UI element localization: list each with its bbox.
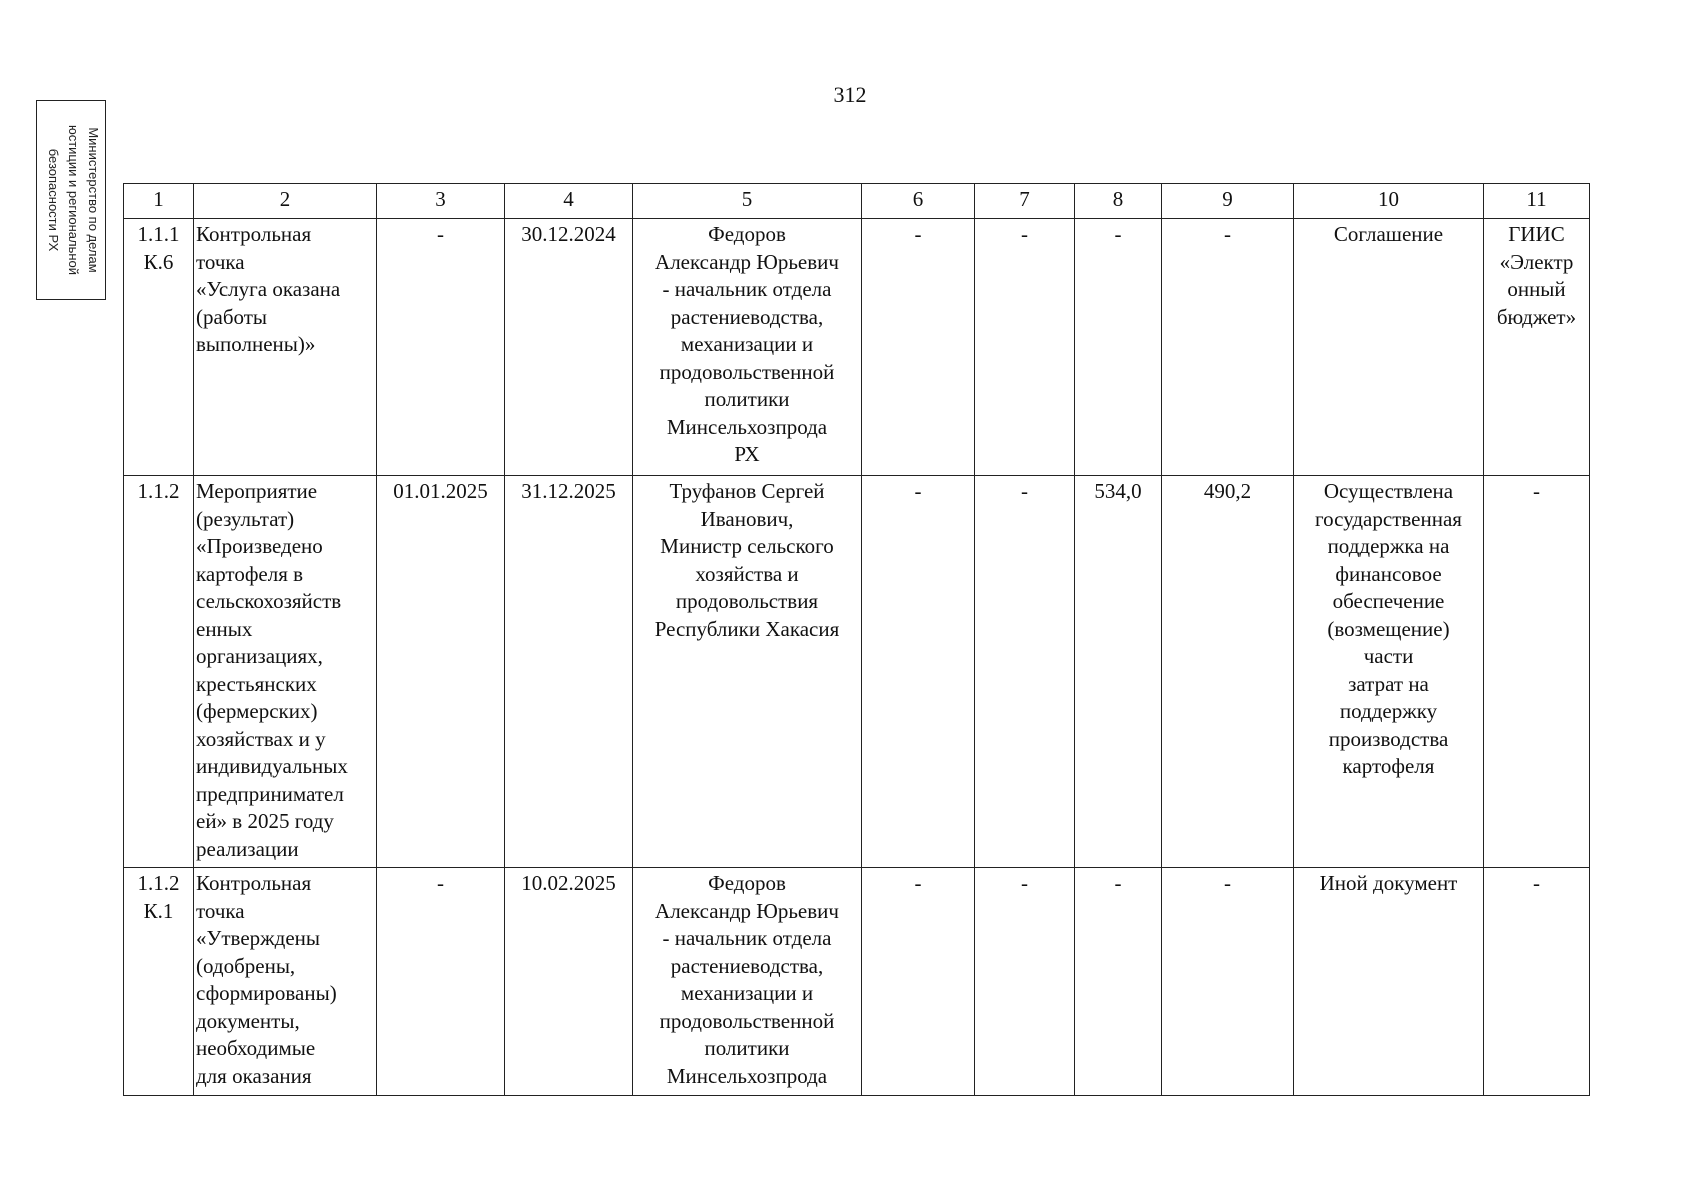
row-col9: - [1162, 219, 1294, 476]
stamp-line: безопасности РХ [46, 148, 61, 252]
column-header: 10 [1294, 184, 1484, 219]
row-name: Контрольная точка «Утверждены (одобрены, сформированы) документы, необходимые для оказания [194, 868, 377, 1096]
row-start-date: - [377, 868, 505, 1096]
row-col8: - [1075, 868, 1162, 1096]
row-number: 1.1.2 [124, 476, 194, 868]
registration-stamp-text [33, 100, 103, 300]
row-col7: - [975, 868, 1075, 1096]
column-header: 5 [633, 184, 862, 219]
column-header: 11 [1484, 184, 1590, 219]
row-responsible: Труфанов Сергей Иванович, Министр сельского хозяйства и продовольствия Республики Хакасия [633, 476, 862, 868]
table-row [124, 868, 1590, 1096]
row-col6: - [862, 219, 975, 476]
table-header-row [124, 184, 1590, 219]
table-row [124, 476, 1590, 868]
row-end-date: 31.12.2025 [505, 476, 633, 868]
row-name: Контрольная точка «Услуга оказана (работы выполнены)» [194, 219, 377, 476]
row-col10: Соглашение [1294, 219, 1484, 476]
column-header: 3 [377, 184, 505, 219]
plan-table [123, 183, 1590, 1096]
row-col10: Осуществлена государственная поддержка на финансовое обеспечение (возмещение) части затрат на поддержку производства картофеля [1294, 476, 1484, 868]
row-col10: Иной документ [1294, 868, 1484, 1096]
column-header: 1 [124, 184, 194, 219]
stamp-line: юстиции и региональной [66, 124, 81, 276]
row-col6: - [862, 476, 975, 868]
row-col9: - [1162, 868, 1294, 1096]
row-end-date: 10.02.2025 [505, 868, 633, 1096]
stamp-line: Министерство по делам [86, 127, 101, 273]
table-row [124, 219, 1590, 476]
row-col7: - [975, 219, 1075, 476]
row-col9: 490,2 [1162, 476, 1294, 868]
row-start-date: - [377, 219, 505, 476]
column-header: 6 [862, 184, 975, 219]
row-col11: - [1484, 868, 1590, 1096]
page-number: 312 [833, 82, 867, 107]
row-start-date: 01.01.2025 [377, 476, 505, 868]
row-number: 1.1.2 К.1 [124, 868, 194, 1096]
row-responsible: Федоров Александр Юрьевич - начальник отдела растениеводства, механизации и продовольственной политики Минсельхозпрода [633, 868, 862, 1096]
row-end-date: 30.12.2024 [505, 219, 633, 476]
row-col7: - [975, 476, 1075, 868]
row-name: Мероприятие (результат) «Произведено картофеля в сельскохозяйств енных организациях, крестьянских (фермерских) хозяйствах и у индивидуальных предпринимател ей» в 2025 году реализации [194, 476, 377, 868]
row-responsible: Федоров Александр Юрьевич - начальник отдела растениеводства, механизации и продовольственной политики Минсельхозпрода РХ [633, 219, 862, 476]
row-col11: - [1484, 476, 1590, 868]
column-header: 2 [194, 184, 377, 219]
column-header: 9 [1162, 184, 1294, 219]
row-col11: ГИИС «Электр онный бюджет» [1484, 219, 1590, 476]
row-col8: 534,0 [1075, 476, 1162, 868]
column-header: 4 [505, 184, 633, 219]
column-header: 7 [975, 184, 1075, 219]
row-number: 1.1.1 К.6 [124, 219, 194, 476]
row-col8: - [1075, 219, 1162, 476]
column-header: 8 [1075, 184, 1162, 219]
row-col6: - [862, 868, 975, 1096]
